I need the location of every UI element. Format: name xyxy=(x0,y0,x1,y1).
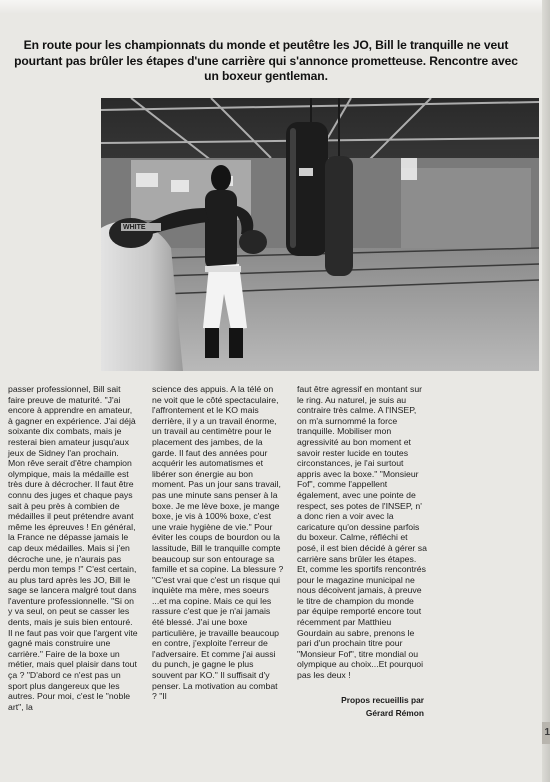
page-number: 1 xyxy=(542,722,550,744)
article-intro: En route pour les championnats du monde et peutêtre les JO, Bill le tranquille ne veut pourtant pas brûler les étapes d'une carrière qui s'annonce prometteuse. Rencontre avec un boxeur gentleman. xyxy=(14,38,518,83)
column-3-text: faut être agressif en montant sur le ring. Au naturel, je suis au contraire très calme. A l'INSEP, on m'a surnommé la force tranquille. Mobiliser mon agressivité au bon moment et savoir rester lucide en toutes circonstances, je l'ai surtout appris avec la boxe." "Monsieur Fof", comme l'appellent également, avec une pointe de respect, ses potes de l'INSEP, n' a donc rien a voir avec la caricature qu'on dessine parfois du boxeur. Calme, réfléchi et posé, il est bien décidé à gérer sa carrière sans brûler les étapes. Et, comme les sportifs rencontrés pour le magazine municipal ne nous décoivent jamais, à preuve le titre de champion du monde par équipe remporté encore tout récemment par Matthieu Gourdain au sabre, prenons le pari d'un prochain titre pour "Monsieur Fof", titre mondial ou olympique au choix...Et pourquoi pas les deux ! xyxy=(297,384,427,681)
boxer-photo xyxy=(101,98,539,371)
author-name: Gérard Rémon xyxy=(365,708,424,718)
page-right-edge xyxy=(542,0,550,782)
page-top-edge xyxy=(0,0,550,14)
glove-brand-label: WHITE xyxy=(123,224,146,231)
article-column-3 xyxy=(297,384,427,681)
column-2-text: science des appuis. A la télé on ne voit que le côté spectaculaire, l'affrontement et le KO mais derrière, il y a un travail énorme, un travail au centimètre pour le placement des jambes, de la garde. Il faut des années pour acquérir les automatismes et libérer son énergie au bon moment. Pas un jour sans travail, pas une minute sans penser à la boxe. Je me lève boxe, je mange boxe, je vis à 100% boxe, c'est une vraie hygiène de vie." Pour éviter les coups de bourdon ou la lassitude, Bill le tranquille compte beaucoup sur son entourage sa famille et sa copine. La blessure ? "C'est vrai que c'est un risque qui inquiète ma mère, mes soeurs ...et ma copine. Mais ce qui les rassure c'est que je n'ai jamais été blessé. J'ai une boxe particulière, je travaille beaucoup en contre, j'exploite l'erreur de l'adversaire. Et comme j'ai aussi du punch, je gagne le plus souvent par KO." Il suffisait d'y penser. La motivation au combat ? "Il xyxy=(152,384,284,702)
credit-line: Propos recueillis par xyxy=(341,695,424,705)
column-1-text: passer professionnel, Bill sait faire preuve de maturité. "J'ai encore à apprendre en amateur, à gagner en expérience. J'ai déjà soixante dix combats, mais je resterai bien amateur jusqu'aux jeux de Sidney l'an prochain. Mon rêve serait d'être champion olympique, mais la médaille est très dure à décrocher. Il faut être connu des juges et chaque pays sait à peu près à combien de médailles il peut prétendre avant même les épreuves ! En général, la France ne dépasse jamais le cap deux médailles. Mais si j'en décroche une, je n'aurais pas perdu mon temps !" C'est certain, au plus tard après les JO, Bill le sage se lancera malgré tout dans l'aventure professionnelle. "Si on y va seul, on peut se casser les dents, mais je suis bien entouré. Il ne faut pas voir que l'argent vite gagné mais construire une carrière." Faire de la boxe un métier, mais quel plaisir dans tout ça ? "D'abord ce n'est pas un sport plus dangereux que les autres. Pour moi, c'est le "noble art", la xyxy=(8,384,138,712)
article-column-2 xyxy=(152,384,284,702)
article-column-1 xyxy=(8,384,138,712)
